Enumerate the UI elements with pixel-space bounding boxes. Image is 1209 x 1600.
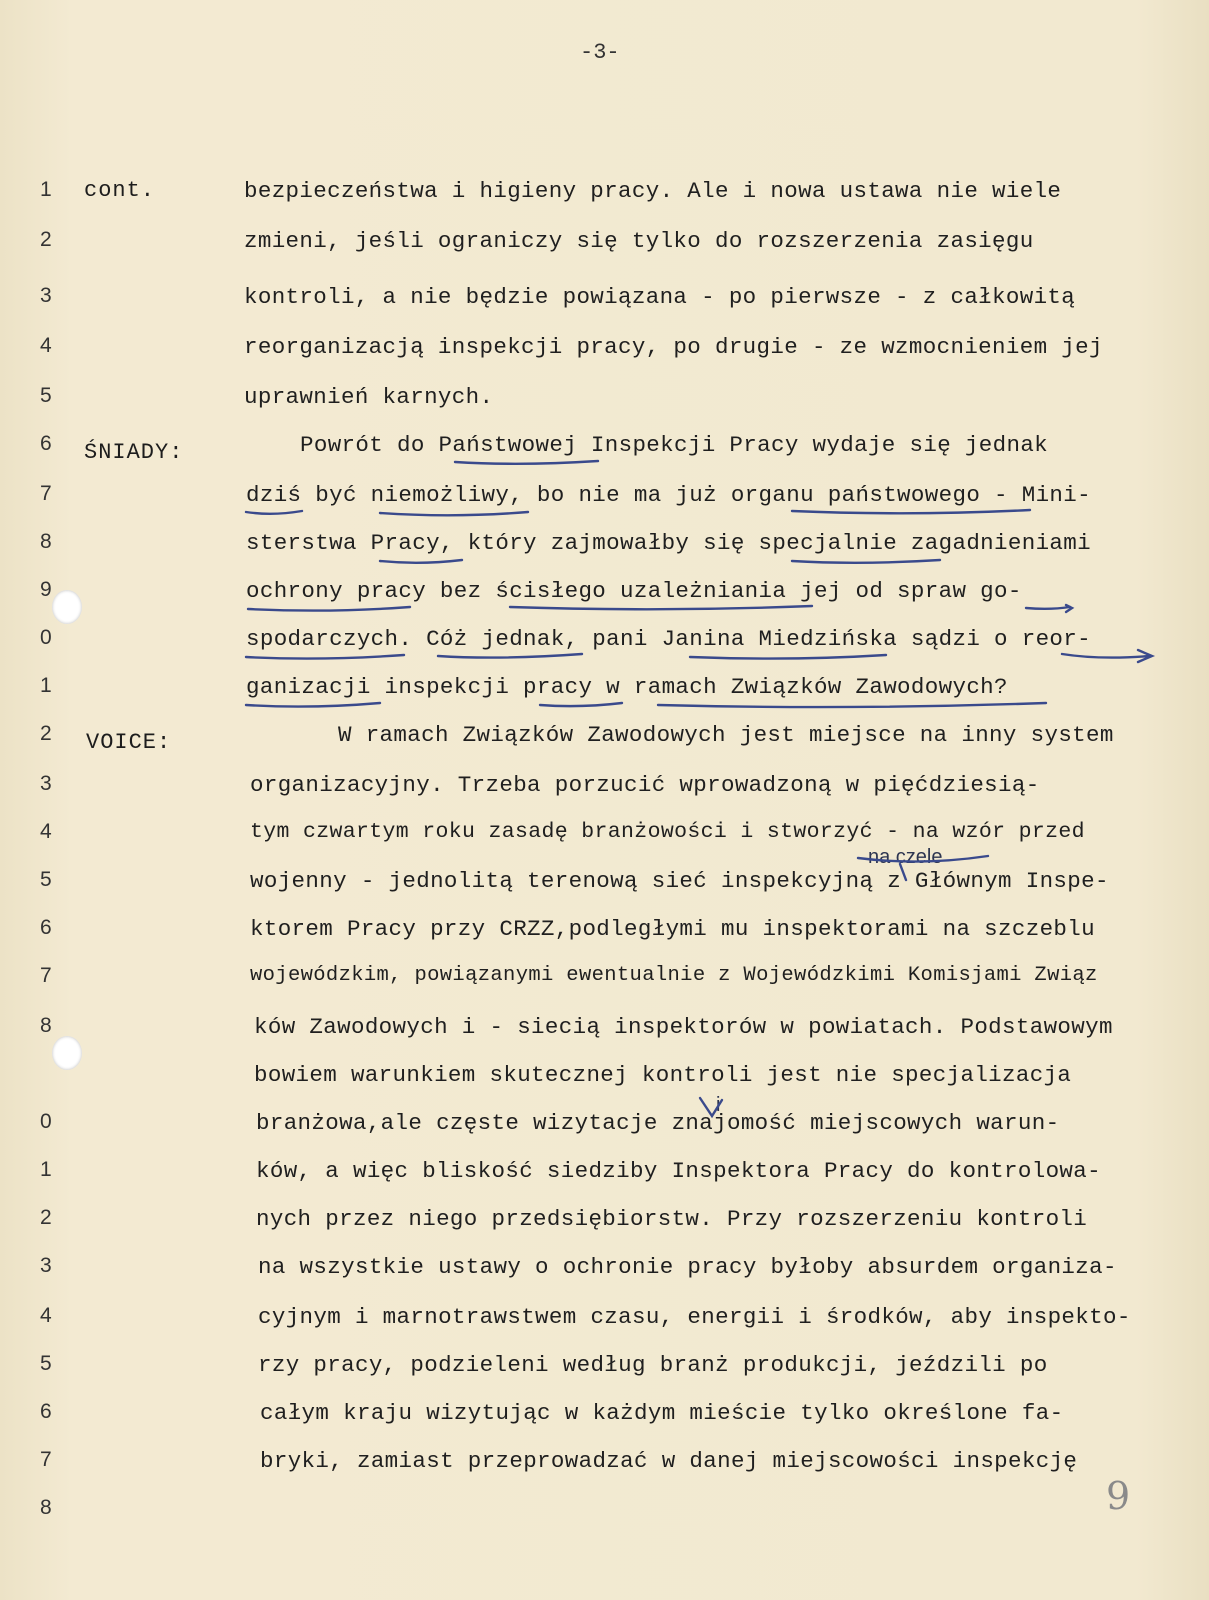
- line-number: 8: [40, 530, 52, 553]
- line-number: 7: [40, 964, 52, 987]
- line-text: ochrony pracy bez ścisłego uzależniania jej od spraw go-: [246, 578, 1022, 604]
- text-line: [0, 674, 1209, 722]
- line-text: cyjnym i marnotrawstwem czasu, energii i środków, aby inspekto-: [258, 1304, 1131, 1330]
- line-text: nych przez niego przedsiębiorstw. Przy rozszerzeniu kontroli: [256, 1206, 1088, 1232]
- line-text: organizacyjny. Trzeba porzucić wprowadzoną w pięćdziesią-: [250, 772, 1040, 798]
- text-line: [0, 228, 1209, 276]
- text-line: [0, 1206, 1209, 1254]
- handwritten-insert: i: [716, 1094, 721, 1116]
- line-text: tym czwartym roku zasadę branżowości i stworzyć - na wzór przed: [250, 820, 1085, 844]
- text-line: [0, 1110, 1209, 1158]
- line-number: 3: [40, 772, 52, 795]
- text-line: [0, 1014, 1209, 1062]
- speaker-label: ŚNIADY:: [84, 440, 184, 465]
- text-line: [0, 384, 1209, 432]
- text-line: [0, 578, 1209, 626]
- folio-number: 9: [1106, 1474, 1131, 1518]
- line-number: 2: [40, 722, 52, 745]
- line-text: bowiem warunkiem skutecznej kontroli jest nie specjalizacja: [254, 1062, 1072, 1088]
- speaker-label: cont.: [84, 178, 156, 203]
- line-number: 2: [40, 1206, 52, 1229]
- line-number: 1: [40, 1158, 52, 1181]
- line-text: kontroli, a nie będzie powiązana - po pierwsze - z całkowitą: [244, 284, 1076, 310]
- line-text: sterstwa Pracy, który zajmowałby się specjalnie zagadnieniami: [246, 530, 1091, 556]
- line-number: 4: [40, 334, 52, 357]
- text-line: [0, 964, 1209, 1012]
- line-text: ków, a więc bliskość siedziby Inspektora Pracy do kontrolowa-: [256, 1158, 1101, 1184]
- line-text: bryki, zamiast przeprowadzać w danej miejscowości inspekcję: [260, 1448, 1078, 1474]
- line-text: reorganizacją inspekcji pracy, po drugie - ze wzmocnieniem jej: [244, 334, 1103, 360]
- line-number: 7: [40, 482, 52, 505]
- line-text: ktorem Pracy przy CRZZ,podległymi mu inspektorami na szczeblu: [250, 916, 1095, 942]
- line-text: wojewódzkim, powiązanymi ewentualnie z Wojewódzkimi Komisjami Związ: [250, 964, 1098, 987]
- line-text: Powrót do Państwowej Inspekcji Pracy wydaje się jednak: [300, 432, 1049, 458]
- text-line: [0, 916, 1209, 964]
- text-line: [0, 1496, 1209, 1544]
- line-number: 2: [40, 228, 52, 251]
- line-text: branżowa,ale częste wizytacje znajomość miejscowych warun-: [256, 1110, 1060, 1136]
- line-text: na wszystkie ustawy o ochronie pracy byłoby absurdem organiza-: [258, 1254, 1117, 1280]
- line-number: 4: [40, 820, 52, 843]
- page-number: -3-: [580, 40, 620, 65]
- text-line: [0, 530, 1209, 578]
- text-line: [0, 820, 1209, 868]
- line-number: 8: [40, 1496, 52, 1519]
- line-number: 6: [40, 432, 52, 455]
- line-number: 0: [40, 626, 52, 649]
- text-line: [0, 178, 1209, 226]
- line-text: spodarczych. Cóż jednak, pani Janina Miedzińska sądzi o reor-: [246, 626, 1091, 652]
- line-number: 3: [40, 1254, 52, 1277]
- text-line: [0, 772, 1209, 820]
- line-number: 8: [40, 1014, 52, 1037]
- line-text: całym kraju wizytując w każdym mieście tylko określone fa-: [260, 1400, 1064, 1426]
- text-line: [0, 432, 1209, 480]
- line-number: 5: [40, 868, 52, 891]
- line-text: ganizacji inspekcji pracy w ramach Związków Zawodowych?: [246, 674, 1008, 700]
- line-text: bezpieczeństwa i higieny pracy. Ale i nowa ustawa nie wiele: [244, 178, 1062, 204]
- line-number: 6: [40, 916, 52, 939]
- line-number: 7: [40, 1448, 52, 1471]
- text-line: [0, 1352, 1209, 1400]
- line-number: 1: [40, 178, 52, 201]
- text-line: [0, 1062, 1209, 1110]
- line-number: 9: [40, 578, 52, 601]
- handwritten-insert: na czele: [868, 846, 943, 868]
- line-number: 0: [40, 1110, 52, 1133]
- line-text: ków Zawodowych i - siecią inspektorów w powiatach. Podstawowym: [254, 1014, 1113, 1040]
- text-line: [0, 1400, 1209, 1448]
- line-text: wojenny - jednolitą terenową sieć inspekcyjną z Głównym Inspe-: [250, 868, 1109, 894]
- line-number: 3: [40, 284, 52, 307]
- line-number: 6: [40, 1400, 52, 1423]
- line-number: 5: [40, 384, 52, 407]
- text-line: [0, 482, 1209, 530]
- line-text: zmieni, jeśli ograniczy się tylko do rozszerzenia zasięgu: [244, 228, 1034, 254]
- text-line: [0, 722, 1209, 770]
- line-text: rzy pracy, podzieleni według branż produkcji, jeździli po: [258, 1352, 1048, 1378]
- line-number: 5: [40, 1352, 52, 1375]
- text-line: [0, 626, 1209, 674]
- text-line: [0, 868, 1209, 916]
- line-number: 1: [40, 674, 52, 697]
- text-line: [0, 1304, 1209, 1352]
- text-line: [0, 1158, 1209, 1206]
- line-text: W ramach Związków Zawodowych jest miejsce na inny system: [338, 722, 1114, 748]
- text-line: [0, 284, 1209, 332]
- line-text: dziś być niemożliwy, bo nie ma już organu państwowego - Mini-: [246, 482, 1091, 508]
- speaker-label: VOICE:: [86, 730, 172, 755]
- text-line: [0, 334, 1209, 382]
- line-number: 4: [40, 1304, 52, 1327]
- line-text: uprawnień karnych.: [244, 384, 494, 410]
- text-line: [0, 1254, 1209, 1302]
- text-line: [0, 1448, 1209, 1496]
